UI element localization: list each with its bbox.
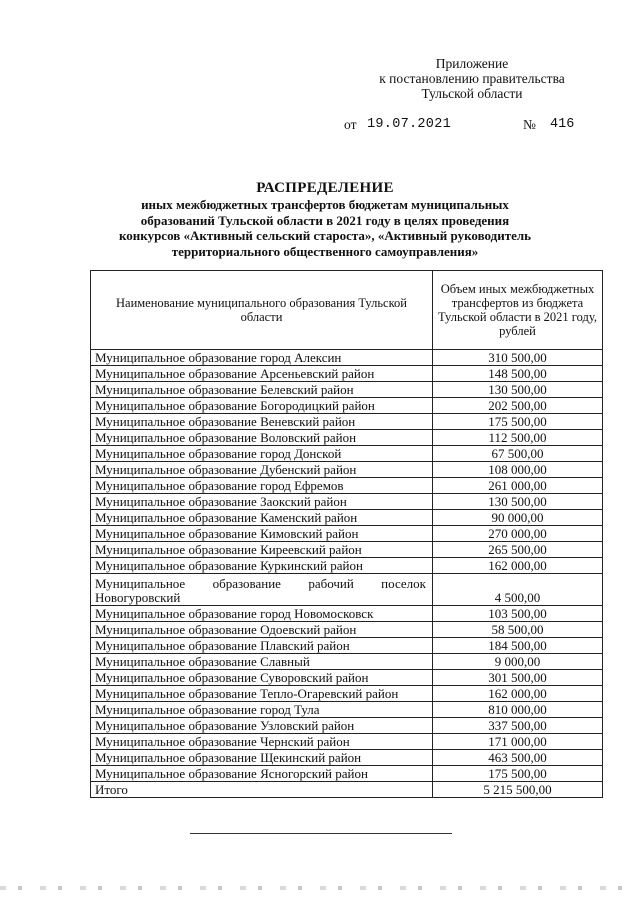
decree-date: 19.07.2021 bbox=[367, 117, 452, 132]
row-amount: 148 500,00 bbox=[433, 366, 603, 382]
row-name: Муниципальное образование Тепло-Огаревский район bbox=[91, 686, 433, 702]
header-name: Наименование муниципального образования Тульской области bbox=[91, 271, 433, 350]
table-row bbox=[91, 638, 603, 654]
table-row bbox=[91, 718, 603, 734]
row-name: Муниципальное образование Богородицкий район bbox=[91, 398, 433, 414]
table-header-row bbox=[91, 271, 603, 350]
table-row bbox=[91, 526, 603, 542]
table-body-a bbox=[91, 350, 603, 574]
row-name: Муниципальное образование Щекинский район bbox=[91, 750, 433, 766]
row-name: Муниципальное образование город Ефремов bbox=[91, 478, 433, 494]
table-row bbox=[91, 350, 603, 366]
row-name: Муниципальное образование Дубенский район bbox=[91, 462, 433, 478]
row-name-word: поселок bbox=[381, 576, 426, 591]
document-title bbox=[60, 180, 590, 259]
row-name-line-2: Новогуровский bbox=[95, 590, 181, 605]
table-row bbox=[91, 494, 603, 510]
row-name: Муниципальное образование Веневский район bbox=[91, 414, 433, 430]
row-amount: 310 500,00 bbox=[433, 350, 603, 366]
total-amount: 5 215 500,00 bbox=[433, 782, 603, 798]
row-amount: 162 000,00 bbox=[433, 686, 603, 702]
row-name: Муниципальное образование город Тула bbox=[91, 702, 433, 718]
row-name: Муниципальное образование Белевский район bbox=[91, 382, 433, 398]
row-name: Муниципальное образование Чернский район bbox=[91, 734, 433, 750]
appendix-line-2: к постановлению правительства bbox=[379, 71, 565, 86]
row-amount: 9 000,00 bbox=[433, 654, 603, 670]
total-label: Итого bbox=[91, 782, 433, 798]
row-name: Муниципальное образование Каменский район bbox=[91, 510, 433, 526]
decree-from-label: от bbox=[344, 117, 357, 132]
table-row bbox=[91, 558, 603, 574]
table-row bbox=[91, 702, 603, 718]
row-name: Муниципальное образование Кимовский район bbox=[91, 526, 433, 542]
row-amount: 108 000,00 bbox=[433, 462, 603, 478]
row-name: Муниципальное образование Арсеньевский район bbox=[91, 366, 433, 382]
table-body-wrapped bbox=[91, 574, 603, 606]
appendix-block bbox=[332, 56, 612, 101]
row-name: Муниципальное образование Киреевский район bbox=[91, 542, 433, 558]
row-amount: 58 500,00 bbox=[433, 622, 603, 638]
row-amount: 162 000,00 bbox=[433, 558, 603, 574]
row-amount: 184 500,00 bbox=[433, 638, 603, 654]
row-amount: 175 500,00 bbox=[433, 414, 603, 430]
table-row bbox=[91, 414, 603, 430]
row-amount: 112 500,00 bbox=[433, 430, 603, 446]
row-amount: 810 000,00 bbox=[433, 702, 603, 718]
footer-divider bbox=[190, 833, 452, 834]
table-row bbox=[91, 686, 603, 702]
title-line: конкурсов «Активный сельский староста», «Активный руководитель bbox=[118, 228, 532, 243]
row-amount: 265 500,00 bbox=[433, 542, 603, 558]
table-body-b bbox=[91, 606, 603, 782]
table-row bbox=[91, 430, 603, 446]
title-subtitle bbox=[60, 197, 590, 259]
appendix-line-1: Приложение bbox=[435, 56, 509, 71]
row-amount: 67 500,00 bbox=[433, 446, 603, 462]
title-line: иных межбюджетных трансфертов бюджетам муниципальных bbox=[141, 197, 509, 212]
decree-number: 416 bbox=[550, 117, 575, 132]
row-amount: 4 500,00 bbox=[433, 574, 603, 606]
table-row bbox=[91, 574, 603, 606]
title-line: территориального общественного самоуправления» bbox=[171, 243, 479, 259]
table-row bbox=[91, 734, 603, 750]
row-name bbox=[91, 574, 433, 606]
row-name: Муниципальное образование город Донской bbox=[91, 446, 433, 462]
table-row bbox=[91, 622, 603, 638]
table-row bbox=[91, 446, 603, 462]
row-amount: 261 000,00 bbox=[433, 478, 603, 494]
table-row bbox=[91, 606, 603, 622]
row-name-word: Муниципальное bbox=[95, 576, 186, 591]
title-main: РАСПРЕДЕЛЕНИЕ bbox=[256, 180, 394, 196]
header-amount: Объем иных межбюджетных трансфертов из бюджета Тульской области в 2021 году, рублей bbox=[433, 271, 603, 350]
table-row bbox=[91, 478, 603, 494]
row-name: Муниципальное образование город Алексин bbox=[91, 350, 433, 366]
distribution-table bbox=[90, 270, 603, 798]
row-name: Муниципальное образование Славный bbox=[91, 654, 433, 670]
table-row bbox=[91, 366, 603, 382]
row-name: Муниципальное образование Куркинский район bbox=[91, 558, 433, 574]
table-row bbox=[91, 510, 603, 526]
row-amount: 463 500,00 bbox=[433, 750, 603, 766]
row-name: Муниципальное образование Суворовский район bbox=[91, 670, 433, 686]
table-row bbox=[91, 670, 603, 686]
appendix-line-3: Тульской области bbox=[421, 86, 523, 101]
row-name-word: рабочий bbox=[308, 576, 354, 591]
row-amount: 337 500,00 bbox=[433, 718, 603, 734]
row-amount: 175 500,00 bbox=[433, 766, 603, 782]
table-total bbox=[91, 782, 603, 798]
row-amount: 202 500,00 bbox=[433, 398, 603, 414]
row-name: Муниципальное образование Ясногорский район bbox=[91, 766, 433, 782]
row-name: Муниципальное образование Плавский район bbox=[91, 638, 433, 654]
table-row bbox=[91, 382, 603, 398]
row-amount: 103 500,00 bbox=[433, 606, 603, 622]
table-row bbox=[91, 766, 603, 782]
row-amount: 270 000,00 bbox=[433, 526, 603, 542]
total-row bbox=[91, 782, 603, 798]
table-row bbox=[91, 462, 603, 478]
table-row bbox=[91, 542, 603, 558]
table-row bbox=[91, 654, 603, 670]
row-amount: 301 500,00 bbox=[433, 670, 603, 686]
row-amount: 130 500,00 bbox=[433, 382, 603, 398]
table-row bbox=[91, 398, 603, 414]
row-name: Муниципальное образование город Новомосковск bbox=[91, 606, 433, 622]
row-amount: 171 000,00 bbox=[433, 734, 603, 750]
table-row bbox=[91, 750, 603, 766]
row-name: Муниципальное образование Воловский район bbox=[91, 430, 433, 446]
scan-edge-noise bbox=[0, 886, 640, 890]
row-name: Муниципальное образование Узловский район bbox=[91, 718, 433, 734]
row-name: Муниципальное образование Заокский район bbox=[91, 494, 433, 510]
decree-number-label: № bbox=[523, 117, 536, 132]
row-amount: 130 500,00 bbox=[433, 494, 603, 510]
row-name: Муниципальное образование Одоевский район bbox=[91, 622, 433, 638]
title-line: образований Тульской области в 2021 году в целях проведения bbox=[140, 212, 510, 228]
row-name-word: образование bbox=[212, 576, 281, 591]
row-amount: 90 000,00 bbox=[433, 510, 603, 526]
